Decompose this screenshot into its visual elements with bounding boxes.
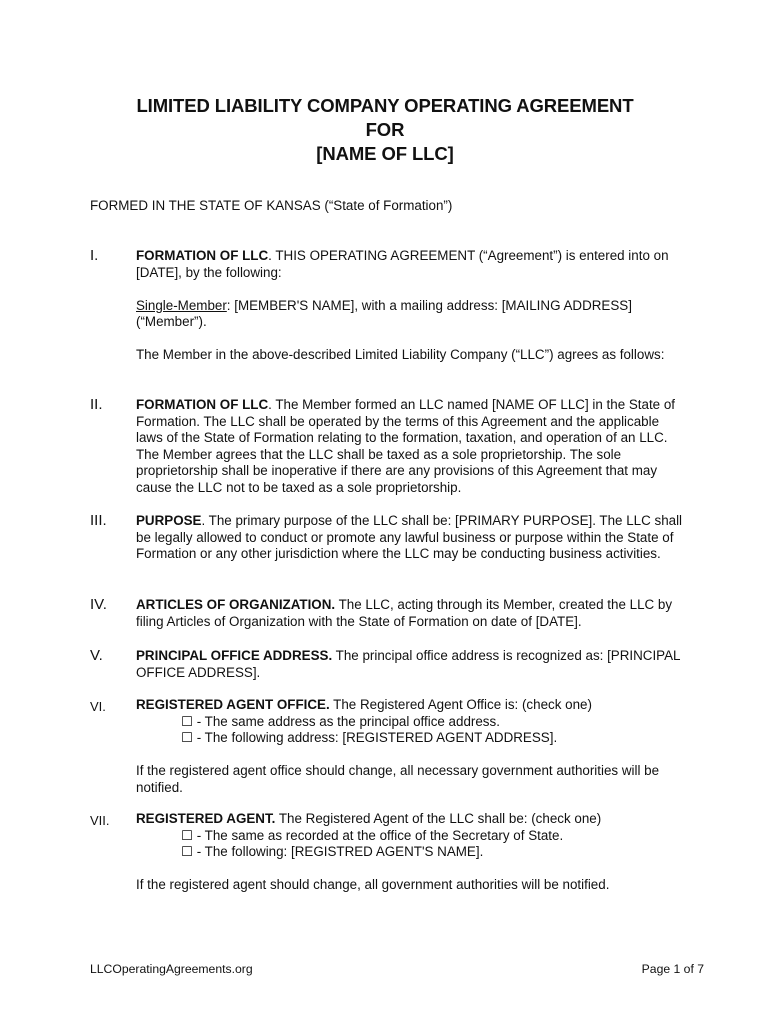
section-heading: FORMATION OF LLC bbox=[136, 397, 269, 412]
section-text: The principal office address is recognized as: [PRINCIPAL OFFICE ADDRESS]. bbox=[136, 648, 681, 680]
title-line-3: [NAME OF LLC] bbox=[316, 143, 454, 164]
checkbox-option-same-address[interactable]: ☐ - The same address as the principal office address. bbox=[181, 713, 500, 729]
member-label: Single-Member bbox=[136, 297, 227, 313]
section-text: The LLC, acting through its Member, created the LLC by filing Articles of Organization with the State of Formation on date of [DATE]. bbox=[136, 597, 673, 629]
document-title bbox=[60, 94, 710, 166]
state-of-formation: FORMED IN THE STATE OF KANSAS (“State of Formation”) bbox=[90, 198, 453, 213]
checkbox-option-following-address[interactable]: ☐ - The following address: [REGISTERED AGENT ADDRESS]. bbox=[181, 730, 558, 746]
section-numeral: III. bbox=[90, 512, 107, 529]
section-heading: REGISTERED AGENT. bbox=[136, 811, 276, 826]
section-body bbox=[136, 648, 684, 681]
section-heading: PURPOSE bbox=[136, 513, 202, 528]
checkbox-option-following-agent[interactable]: ☐ - The following: [REGISTRED AGENT'S NAME]. bbox=[181, 844, 484, 860]
section-paragraph: The Member in the above-described Limited Liability Company (“LLC”) agrees as follows: bbox=[136, 347, 665, 363]
section-body bbox=[136, 397, 684, 497]
title-line-1: LIMITED LIABILITY COMPANY OPERATING AGREEMENT bbox=[136, 95, 634, 116]
section-text: . The Member formed an LLC named [NAME OF LLC] in the State of Formation. The LLC shall be operated by the terms of this Agreement and the applicable laws of the State of Formation relating to the formation, taxation, and operation of an LLC. The Member agrees that the LLC shall be taxed as a sole proprietorship. The sole proprietorship shall be inoperative if there are any provisions of this Agreement that may cause the LLC not to be taxed as a sole proprietorship. bbox=[136, 397, 676, 495]
section-heading: REGISTERED AGENT OFFICE. bbox=[136, 697, 330, 712]
section-numeral: I. bbox=[90, 247, 99, 264]
footer-site: LLCOperatingAgreements.org bbox=[90, 962, 253, 976]
title-line-2: FOR bbox=[365, 119, 405, 140]
member-text: : [MEMBER'S NAME], with a mailing address: [MAILING ADDRESS] (“Member”). bbox=[136, 297, 632, 330]
section-heading: FORMATION OF LLC bbox=[136, 248, 269, 263]
checkbox-option-secretary-of-state[interactable]: ☐ - The same as recorded at the office of the Secretary of State. bbox=[181, 827, 564, 843]
section-numeral: IV. bbox=[90, 596, 107, 613]
section-heading: PRINCIPAL OFFICE ADDRESS. bbox=[136, 648, 333, 663]
section-body bbox=[136, 513, 684, 563]
section-text: The Registered Agent of the LLC shall be: (check one) bbox=[275, 811, 602, 826]
section-text: . THIS OPERATING AGREEMENT (“Agreement”) is entered into on [DATE], by the following: bbox=[136, 248, 669, 280]
section-paragraph: If the registered agent office should change, all necessary government authorities will be notified. bbox=[136, 763, 660, 795]
section-body bbox=[136, 697, 684, 796]
footer-page-number: Page 1 of 7 bbox=[641, 962, 704, 976]
section-body bbox=[136, 248, 684, 364]
section-heading: ARTICLES OF ORGANIZATION. bbox=[136, 597, 336, 612]
section-text: . The primary purpose of the LLC shall be: [PRIMARY PURPOSE]. The LLC shall be legally allowed to conduct or promote any lawful business or purpose within the State of Formation or any other jurisdiction where the LLC may be conducting business activities. bbox=[136, 513, 683, 562]
section-paragraph: If the registered agent should change, all government authorities will be notified. bbox=[136, 877, 610, 893]
section-body bbox=[136, 597, 684, 630]
section-text: The Registered Agent Office is: (check one) bbox=[329, 697, 592, 712]
section-body bbox=[136, 811, 684, 894]
section-numeral: II. bbox=[90, 396, 103, 413]
section-numeral: VI. bbox=[90, 699, 106, 714]
section-numeral: VII. bbox=[90, 813, 110, 828]
section-numeral: V. bbox=[90, 647, 103, 664]
